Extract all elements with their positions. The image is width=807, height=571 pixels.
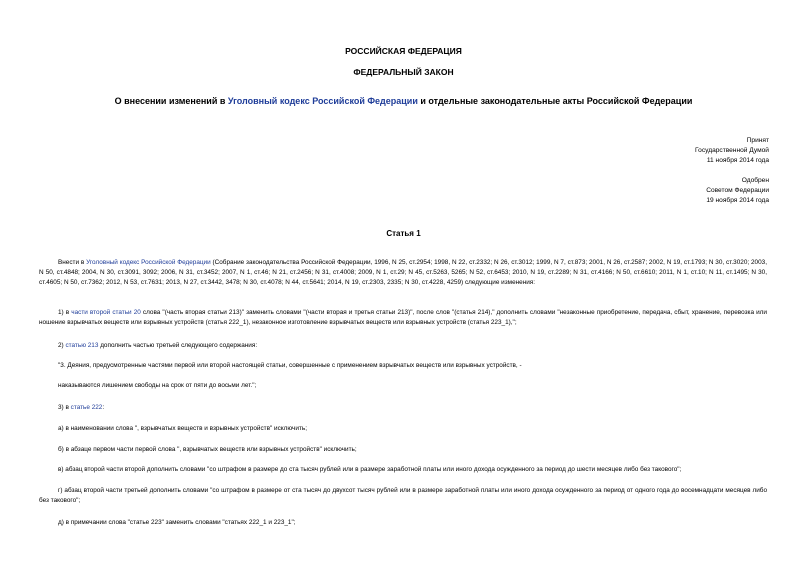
item-3a-paragraph: а) в наименовании слова ", взрывчатых веществ и взрывных устройств" исключить; bbox=[58, 425, 307, 432]
item-3-paragraph bbox=[58, 403, 104, 413]
item-2-post: дополнить частью третьей следующего содержания: bbox=[98, 342, 258, 349]
adopted-body: Государственной Думой bbox=[695, 147, 769, 154]
approved-block bbox=[706, 176, 769, 206]
law-title bbox=[0, 96, 807, 106]
intro-pre: Внести в bbox=[58, 259, 87, 266]
item-1-paragraph bbox=[39, 308, 767, 328]
article-222-link[interactable]: статье 222 bbox=[70, 404, 103, 411]
item-3-pre: 3) в bbox=[58, 404, 71, 411]
country-heading: РОССИЙСКАЯ ФЕДЕРАЦИЯ bbox=[345, 46, 462, 56]
item-3d-paragraph: д) в примечании слова "статье 223" заменить словами "статьях 222_1 и 223_1"; bbox=[58, 519, 296, 526]
criminal-code-link[interactable]: Уголовный кодекс Российской Федерации bbox=[227, 96, 418, 106]
adopted-label: Принят bbox=[746, 137, 769, 144]
law-title-post: и отдельные законодательные акты Российской Федерации bbox=[417, 96, 693, 106]
approved-date: 19 ноября 2014 года bbox=[706, 197, 769, 204]
item-3g-paragraph: г) абзац второй части третьей дополнить словами "со штрафом в размере от ста тысяч до двухсот тысяч рублей или в размере заработной платы или иного дохода осужденного за период от одного года до восемнадцати месяцев либо без такового"; bbox=[39, 487, 767, 504]
intro-paragraph bbox=[39, 258, 767, 288]
adopted-date: 11 ноября 2014 года bbox=[706, 157, 769, 164]
law-type-heading: ФЕДЕРАЛЬНЫЙ ЗАКОН bbox=[353, 67, 454, 77]
item-1-post: слова "(часть вторая статьи 213)" заменить словами "(части вторая и третья статьи 213)", после слов "(статья 214)," дополнить словами "незаконные приобретение, передача, сбыт, хранение, перевозка или ношение взрывчатых веществ или взрывных устройств (статья 222_1), незаконное изготовление взрывчатых веществ или взрывных устройств (статья 223_1),"; bbox=[39, 309, 767, 326]
item-2-paragraph bbox=[58, 341, 257, 351]
item-3b-paragraph: б) в абзаце первом части первой слова ", взрывчатых веществ или взрывных устройств" исключить; bbox=[58, 446, 357, 453]
item-1-pre: 1) в bbox=[58, 309, 72, 316]
item-2-pre: 2) bbox=[58, 342, 66, 349]
approved-label: Одобрен bbox=[741, 177, 769, 184]
quote-line-1: "3. Деяния, предусмотренные частями первой или второй настоящей статьи, совершенные с применением взрывчатых веществ или взрывных устройств, - bbox=[58, 362, 522, 369]
adopted-block bbox=[695, 136, 769, 166]
article-213-link[interactable]: статью 213 bbox=[65, 342, 99, 349]
quote-line-2: наказываются лишением свободы на срок от пяти до восьми лет."; bbox=[58, 382, 257, 389]
intro-code-link[interactable]: Уголовный кодекс Российской Федерации bbox=[86, 259, 211, 266]
law-title-pre: О внесении изменений в bbox=[114, 96, 228, 106]
item-3-post: : bbox=[102, 404, 105, 411]
article-20-link[interactable]: части второй статьи 20 bbox=[71, 309, 141, 316]
intro-post: (Собрание законодательства Российской Федерации, 1996, N 25, ст.2954; 1998, N 22, ст.2332; N 26, ст.3012; 1999, N 7, ст.873; 2001, N 26, ст.2587; 2002, N 19, ст.1793; N 30, ст.3020; 2003, N 50, ст.4848; 2004, N 30, ст.3091, 3092; 2006, N 31, ст.3452; 2007, N 1, ст.46; N 21, ст.2456; N 31, ст.4008; 2009, N 1, ст.29; N 45, ст.5263, 5265; N 52, ст.6453; 2010, N 19, ст.2289; N 31, ст.4166; N 50, ст.6610; 2011, N 1, ст.10; N 11, ст.1495; N 30, ст.4605; N 50, ст.7362; 2012, N 53, ст.7631; 2013, N 27, ст.3442, 3478; N 30, ст.4078; N 44, ст.5641; 2014, N 19, ст.2303, 2335; N 30, ст.4228, 4259) следующие изменения: bbox=[39, 259, 767, 286]
item-3v-paragraph: в) абзац второй части второй дополнить словами "со штрафом в размере до ста тысяч рублей или в размере заработной платы или иного дохода осужденного за период до шести месяцев либо без такового"; bbox=[58, 466, 682, 473]
article-title: Статья 1 bbox=[386, 229, 421, 238]
approved-body: Советом Федерации bbox=[706, 187, 769, 194]
